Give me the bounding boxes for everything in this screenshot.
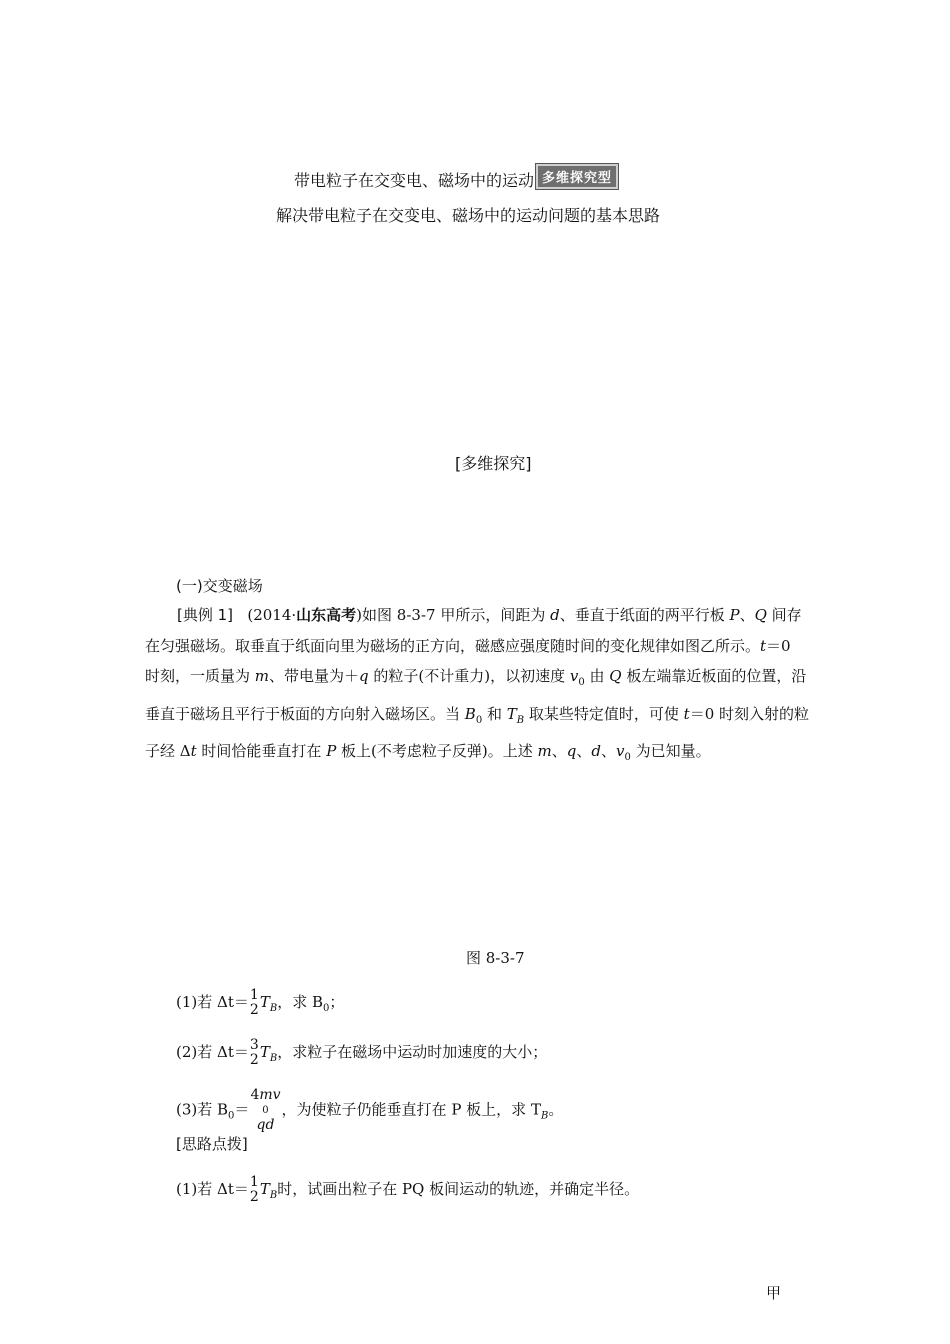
type-badge: 多维探究型 xyxy=(536,164,618,189)
figure-label-jia: 甲 xyxy=(766,1284,782,1302)
question-3: (3)若 $B_0=$ 4mv 0 qd ，为使粒子仍能垂直打在 P 板上，求 $T_B$。 xyxy=(176,1087,564,1133)
example-paragraph: [典例 1] (2014·山东高考)如图 8-3-7 甲所示，间距为 d、垂直于纸面的两平行板 P、Q 间存在匀强磁场。取垂直于纸面向里为磁场的正方向，磁感应强度随时间的变化规律如图乙所示。t＝0 时刻，一质量为 m、带电量为＋q 的粒子(不计重力)，以初速度 $v_0$ 由 Q 板左端靠近板面的位置，沿垂直于磁场且平行于板面的方向射入磁场区。当 $B_0$ 和 $T_B$ 取某些特定值时，可使 t＝0 时刻入射的粒子经 Δt 时间恰能垂直打在 P 板上(不考虑粒子反弹)。上述 m、q、d、$v_0$ 为已知量。 xyxy=(145,606,809,763)
question-3-prefix: (3)若 B xyxy=(176,1100,229,1119)
figure-caption: 图 8-3-7 xyxy=(466,949,525,967)
hint-label: [思路点拨] xyxy=(176,1135,248,1153)
question-2: (2)若 Δt＝ 3 2 $T_B$，求粒子在磁场中运动时加速度的大小； xyxy=(176,1037,548,1068)
hint-1-prefix: (1)若 Δt＝ xyxy=(176,1180,249,1198)
section-title-text: 带电粒子在交变电、磁场中的运动 xyxy=(294,171,535,190)
example-tag: [典例 1] xyxy=(177,606,234,624)
question-1-prefix: (1)若 Δt＝ xyxy=(176,993,249,1011)
question-2-prefix: (2)若 Δt＝ xyxy=(176,1043,249,1061)
hint-1-suffix: 时，试画出粒子在 PQ 板间运动的轨迹，并确定半径。 xyxy=(277,1180,640,1198)
question-1: (1)若 Δt＝ 1 2 $T_B$，求 $B_0$； xyxy=(176,987,345,1018)
section-label: [多维探究] xyxy=(455,454,532,473)
question-2-suffix: ，求粒子在磁场中运动时加速度的大小； xyxy=(277,1043,548,1061)
question-3-eq: ＝ xyxy=(234,1100,250,1119)
subsection-heading: (一)交变磁场 xyxy=(176,577,263,595)
fraction-half-hint: 1 2 xyxy=(249,1174,259,1205)
fraction-three-halves: 3 2 xyxy=(249,1037,259,1068)
example-source-year: (2014· xyxy=(247,606,297,624)
hint-1: (1)若 Δt＝ 1 2 $T_B$时，试画出粒子在 PQ 板间运动的轨迹，并确定半径。 xyxy=(176,1174,640,1205)
section-subtitle: 解决带电粒子在交变电、磁场中的运动问题的基本思路 xyxy=(276,206,661,225)
section-title xyxy=(294,168,618,193)
fraction-half: 1 2 xyxy=(249,987,259,1018)
question-1-suffix: ，求 B xyxy=(277,993,323,1011)
question-3-suffix: ，为使粒子仍能垂直打在 P 板上，求 T xyxy=(281,1100,541,1119)
example-source-name: 山东高考 xyxy=(296,606,357,624)
fraction-4mv0-qd: 4mv 0 qd xyxy=(250,1087,281,1133)
example-source-close: ) xyxy=(356,606,363,624)
